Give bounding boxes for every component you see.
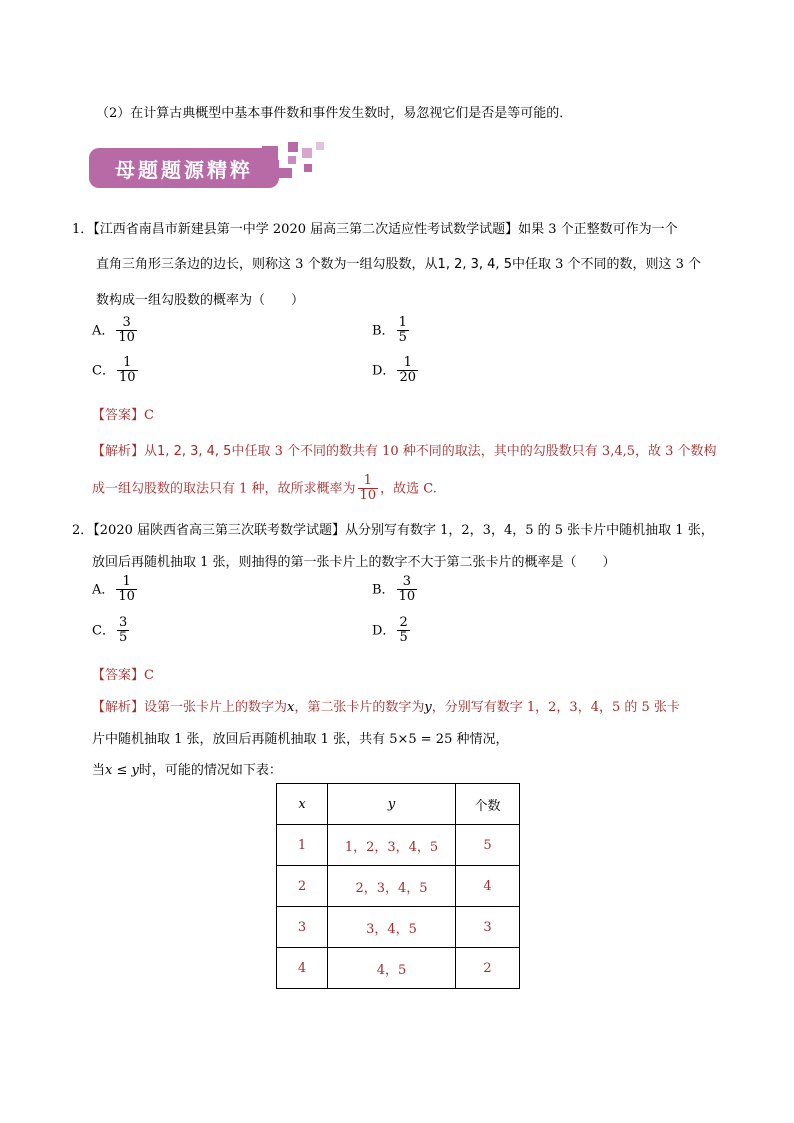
denominator: 5	[118, 630, 128, 646]
analysis-text: ，分别写有数字 1，2，3，4，5 的 5 张卡	[431, 700, 680, 715]
denominator: 10	[118, 330, 135, 346]
fraction	[397, 616, 409, 646]
intro-note: （2）在计算古典概型中基本事件数和事件发生数时，易忽视它们是否是等可能的．	[96, 106, 573, 121]
question-source: 【江西省南昌市新建县第一中学 2020 届高三第二次适应性考试数学试题】	[93, 222, 519, 237]
numerator: 3	[402, 574, 411, 589]
fraction	[358, 474, 379, 504]
option-label: B．	[372, 582, 395, 598]
analysis-text: ，故选 C.	[380, 481, 437, 497]
question-text: 中任取 3 个不同的数，则这 3 个	[511, 257, 702, 272]
analysis-tag: 【解析】	[92, 700, 145, 715]
table-cell: 3	[277, 907, 328, 948]
denominator: 10	[118, 370, 136, 386]
table-cell: 2	[456, 948, 520, 989]
option-label: A．	[92, 323, 115, 339]
table-cell: 4	[277, 948, 328, 989]
question-text: 如果 3 个正整数可作为一个	[518, 222, 678, 237]
q2-option-a	[92, 575, 139, 605]
denominator: 5	[399, 630, 408, 646]
table-header-x: x	[277, 784, 328, 825]
analysis-text: 当	[92, 763, 106, 778]
q2-analysis-line3	[92, 759, 282, 778]
question-1-line3: 数构成一组勾股数的概率为（ ）	[96, 293, 305, 308]
q1-analysis-line2	[92, 474, 437, 504]
table-row	[277, 948, 520, 989]
question-text: 从分别写有数字 1，2，3，4，5 的 5 张卡片中随机抽取 1 张，	[345, 523, 714, 538]
q2-option-c	[92, 616, 131, 646]
analysis-text: ，第二张卡片的数字为	[294, 700, 425, 715]
numerator: 1	[398, 315, 407, 330]
option-label: D．	[372, 363, 396, 379]
question-1-line2	[96, 253, 701, 272]
analysis-text: 成一组勾股数的取法只有 1 种，故所求概率为	[92, 481, 356, 497]
analysis-tag: 【解析】	[92, 444, 145, 459]
q2-analysis-line1	[92, 696, 680, 715]
section-banner	[89, 148, 279, 188]
answer-tag: 【答案】	[92, 668, 145, 683]
analysis-text: 设第一张卡片上的数字为	[144, 700, 288, 715]
q2-option-b	[372, 575, 419, 605]
q1-analysis-line1	[92, 440, 717, 459]
table-header-y: y	[328, 784, 456, 825]
numerator: 3	[122, 315, 131, 330]
question-text: 直角三角形三条边的边长，则称这 3 个数为一组勾股数，从	[96, 257, 438, 272]
option-label: C．	[92, 623, 115, 639]
question-1-line1	[72, 218, 678, 237]
table-cell: 1	[277, 825, 328, 866]
numerator: 1	[123, 355, 132, 370]
option-label: C．	[92, 363, 115, 379]
fraction	[117, 616, 129, 646]
option-label: A．	[92, 582, 115, 598]
table-cell: 4	[456, 866, 520, 907]
table-cell: 5	[456, 825, 520, 866]
question-number: 2．	[72, 523, 94, 538]
denominator: 5	[398, 330, 407, 346]
fraction	[117, 356, 138, 386]
numerator: 3	[118, 615, 128, 630]
numerator: 1	[122, 574, 131, 589]
question-source: 【2020 届陕西省高三第三次联考数学试题】	[93, 523, 345, 538]
denominator: 10	[398, 589, 416, 605]
option-label: D．	[372, 623, 396, 639]
analysis-text: 中任取 3 个不同的数共有 10 种不同的取法，其中的勾股数只有 3,4,5，故 3 个数构	[231, 444, 717, 459]
analysis-text: 从	[144, 444, 158, 459]
question-2-line1	[72, 519, 714, 538]
fraction	[116, 316, 137, 346]
table-cell: 4，5	[328, 948, 456, 989]
fraction	[397, 316, 409, 346]
denominator: 10	[118, 589, 135, 605]
fraction	[397, 356, 418, 386]
math-var: y	[424, 700, 432, 715]
table-row	[277, 907, 520, 948]
q1-option-d	[372, 356, 420, 386]
table-header-row	[277, 784, 520, 825]
table-row	[277, 825, 520, 866]
numerator: 2	[399, 615, 408, 630]
math-set: 1, 2, 3, 4, 5	[157, 444, 232, 459]
banner-decoration-icon	[258, 138, 330, 188]
math-var: x	[287, 700, 295, 715]
table-cell: 3	[456, 907, 520, 948]
answer-tag: 【答案】	[92, 408, 145, 423]
question-2-line2: 放回后再随机抽取 1 张，则抽得的第一张卡片上的数字不大于第二张卡片的概率是（ ）	[92, 555, 616, 570]
table-cell: 1，2，3，4，5	[328, 825, 456, 866]
cases-table	[276, 783, 520, 989]
q1-option-a	[92, 316, 139, 346]
numerator: 1	[363, 473, 372, 488]
banner-title: 母题题源精粹	[115, 157, 253, 182]
answer-value: C	[144, 408, 154, 423]
q1-answer	[92, 404, 154, 423]
q2-answer	[92, 664, 154, 683]
table-cell: 2	[277, 866, 328, 907]
q2-option-d	[372, 616, 412, 646]
table-cell: 3，4，5	[328, 907, 456, 948]
table-cell: 2，3，4，5	[328, 866, 456, 907]
q2-analysis-line2: 片中随机抽取 1 张，放回后再随机抽取 1 张，共有 5×5 = 25 种情况，	[92, 732, 509, 747]
q1-option-b	[372, 316, 411, 346]
answer-value: C	[144, 668, 154, 683]
numerator: 1	[403, 355, 412, 370]
option-label: B．	[372, 323, 395, 339]
fraction	[116, 575, 137, 605]
table-row	[277, 866, 520, 907]
analysis-text: 时，可能的情况如下表：	[138, 763, 282, 778]
q1-option-c	[92, 356, 140, 386]
math-set: 1, 2, 3, 4, 5	[437, 257, 512, 272]
question-number: 1．	[72, 222, 94, 237]
denominator: 20	[399, 370, 416, 386]
denominator: 10	[359, 488, 377, 504]
math-condition: x ≤ y	[105, 763, 139, 778]
fraction	[397, 575, 418, 605]
table-header-count: 个数	[456, 784, 520, 825]
